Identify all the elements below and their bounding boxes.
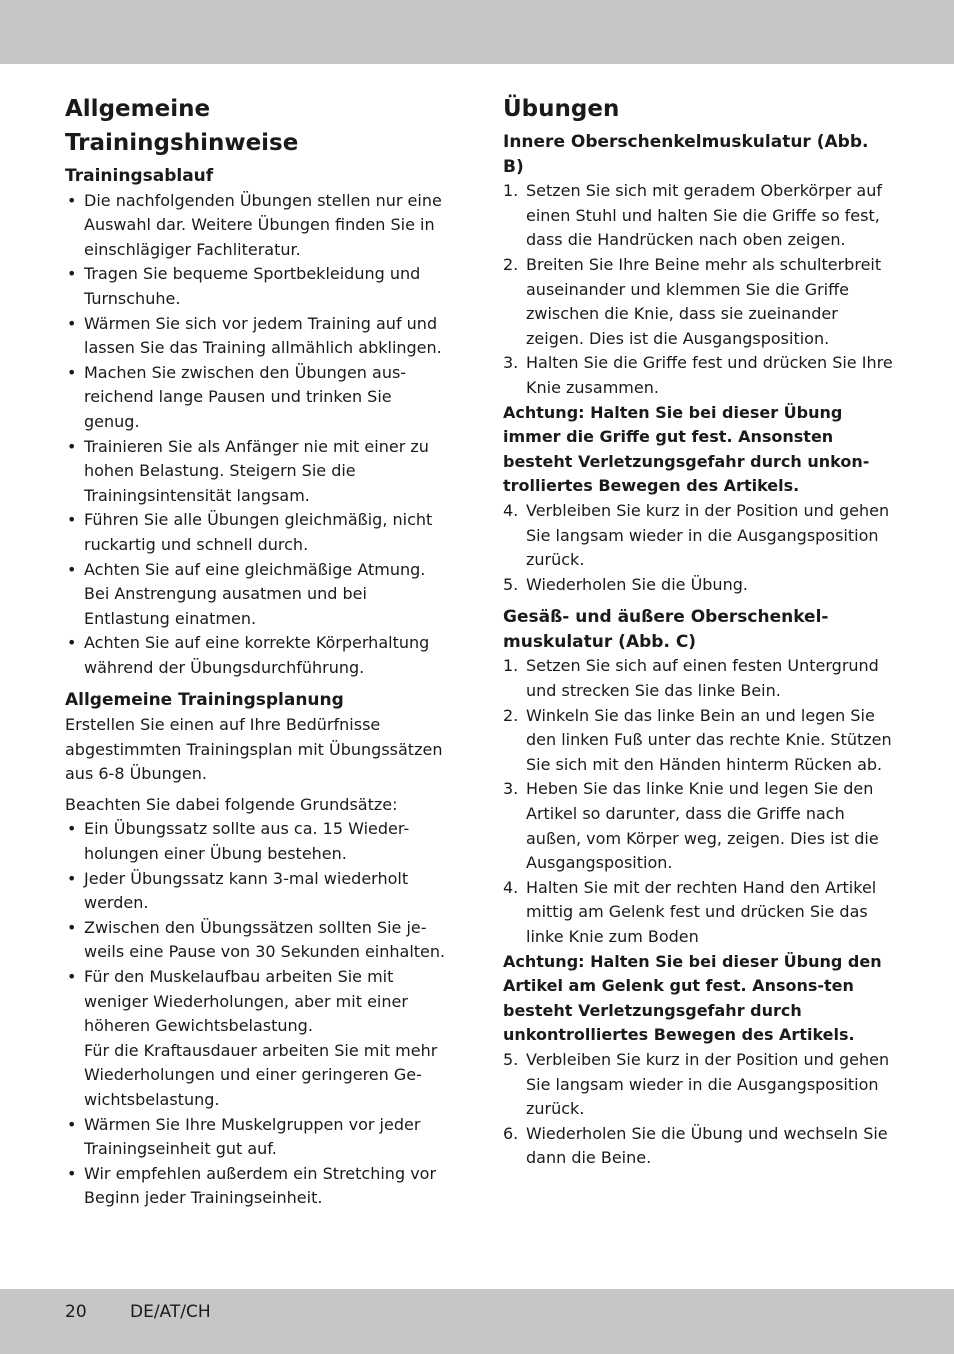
region-label: DE/AT/CH	[130, 1302, 211, 1322]
list-item	[65, 965, 450, 1113]
list-item-text: • Für den Muskelaufbau arbeiten Sie mit weniger Wiederholungen, aber mit einer höheren Gewichtsbelastung.	[84, 967, 408, 1036]
step-item: 2. Winkeln Sie das linke Bein an und legen Sie den linken Fuß unter das rechte Knie. Stützen Sie sich mit den Händen hinterm Rücken ab.	[503, 705, 892, 774]
list-item: • Wir empfehlen außerdem ein Stretching vor Beginn jeder Trainingseinheit.	[65, 1162, 450, 1211]
list-item: • Trainieren Sie als Anfänger nie mit einer zu hohen Belastung. Steigern Sie die Trainingsintensität langsam.	[65, 435, 450, 509]
list-item-text-continued: Für die Kraftausdauer arbeiten Sie mit mehr Wiederholungen und einer geringeren Ge-wichtsbelastung.	[84, 1040, 438, 1109]
page-number: 20	[65, 1302, 87, 1322]
step-item: 5. Wiederholen Sie die Übung.	[503, 574, 748, 594]
heading-exercise-glutes: Gesäß- und äußere Oberschenkel-muskulatur (Abb. C)	[503, 607, 829, 652]
list-item: • Ein Übungssatz sollte aus ca. 15 Wieder-holungen einer Übung bestehen.	[65, 817, 450, 866]
list-item: • Die nachfolgenden Übungen stellen nur eine Auswahl dar. Weitere Übungen finden Sie in einschlägiger Fachliteratur.	[65, 189, 450, 263]
principles-list	[65, 817, 450, 1211]
paragraph-principles: Beachten Sie dabei folgende Grundsätze:	[65, 794, 398, 814]
header-bar	[0, 0, 954, 64]
list-item: • Jeder Übungssatz kann 3-mal wiederholt werden.	[65, 867, 450, 916]
exercise-2-steps-b	[503, 1048, 895, 1171]
paragraph-training-plan: Erstellen Sie einen auf Ihre Bedürfnisse abgestimmten Trainingsplan mit Übungssätzen aus 6-8 Übungen.	[65, 715, 443, 784]
warning-text: Achtung: Halten Sie bei dieser Übung den Artikel am Gelenk gut fest. Ansons-ten besteht Verletzungsgefahr durch unkontrolliertes Bewegen des Artikels.	[503, 951, 882, 1045]
list-item: • Wärmen Sie Ihre Muskelgruppen vor jeder Trainingseinheit gut auf.	[65, 1113, 450, 1162]
list-item: • Wärmen Sie sich vor jedem Training auf und lassen Sie das Training allmählich abklingen.	[65, 312, 450, 361]
left-column	[65, 92, 450, 1211]
step-item: 5. Verbleiben Sie kurz in der Position und gehen Sie langsam wieder in die Ausgangsposition zurück.	[503, 1049, 890, 1119]
list-item: • Achten Sie auf eine gleichmäßige Atmung. Bei Anstrengung ausatmen und bei Entlastung einatmen.	[65, 558, 450, 632]
heading-training-procedure: Trainingsablauf	[65, 166, 214, 186]
warning-text: Achtung: Halten Sie bei dieser Übung immer die Griffe gut fest. Ansonsten besteht Verletzungsgefahr durch unkon-trolliertes Bewegen des Artikels.	[503, 402, 870, 496]
section-title-exercises: Übungen	[503, 96, 620, 122]
step-item: 1. Setzen Sie sich mit geradem Oberkörper auf einen Stuhl und halten Sie die Griffe so fest, dass die Handrücken nach oben zeigen.	[503, 181, 882, 250]
training-procedure-list	[65, 189, 450, 681]
step-item: 3. Heben Sie das linke Knie und legen Sie den Artikel so darunter, dass die Griffe nach außen, vom Körper weg, zeigen. Dies ist die Ausgangsposition.	[503, 779, 879, 873]
step-item: 4. Verbleiben Sie kurz in der Position und gehen Sie langsam wieder in die Ausgangsposition zurück.	[503, 500, 890, 570]
heading-exercise-inner-thigh: Innere Oberschenkelmuskulatur (Abb. B)	[503, 132, 869, 177]
right-column	[503, 92, 895, 1171]
step-item: 1. Setzen Sie sich auf einen festen Untergrund und strecken Sie das linke Bein.	[503, 656, 879, 701]
list-item: • Führen Sie alle Übungen gleichmäßig, nicht ruckartig und schnell durch.	[65, 508, 450, 557]
step-item: 4. Halten Sie mit der rechten Hand den Artikel mittig am Gelenk fest und drücken Sie das linke Knie zum Boden	[503, 877, 877, 946]
list-item: • Machen Sie zwischen den Übungen aus-reichend lange Pausen und trinken Sie genug.	[65, 361, 450, 435]
list-item: • Achten Sie auf eine korrekte Körperhaltung während der Übungsdurchführung.	[65, 631, 450, 680]
section-title-training-hints: Allgemeine Trainingshinweise	[65, 96, 299, 156]
step-item: 2. Breiten Sie Ihre Beine mehr als schulterbreit auseinander und klemmen Sie die Griffe zwischen die Knie, dass sie zueinander zeigen. Dies ist die Ausgangsposition.	[503, 254, 882, 348]
exercise-2-steps-a	[503, 654, 895, 949]
exercise-1-steps-b	[503, 499, 895, 597]
list-item: • Tragen Sie bequeme Sportbekleidung und Turnschuhe.	[65, 262, 450, 311]
exercise-1-steps-a	[503, 179, 895, 400]
list-item: • Zwischen den Übungssätzen sollten Sie je-weils eine Pause von 30 Sekunden einhalten.	[65, 916, 450, 965]
step-item: 6. Wiederholen Sie die Übung und wechseln Sie dann die Beine.	[503, 1123, 888, 1168]
heading-training-planning: Allgemeine Trainingsplanung	[65, 690, 344, 711]
step-item: 3. Halten Sie die Griffe fest und drücken Sie Ihre Knie zusammen.	[503, 353, 893, 397]
